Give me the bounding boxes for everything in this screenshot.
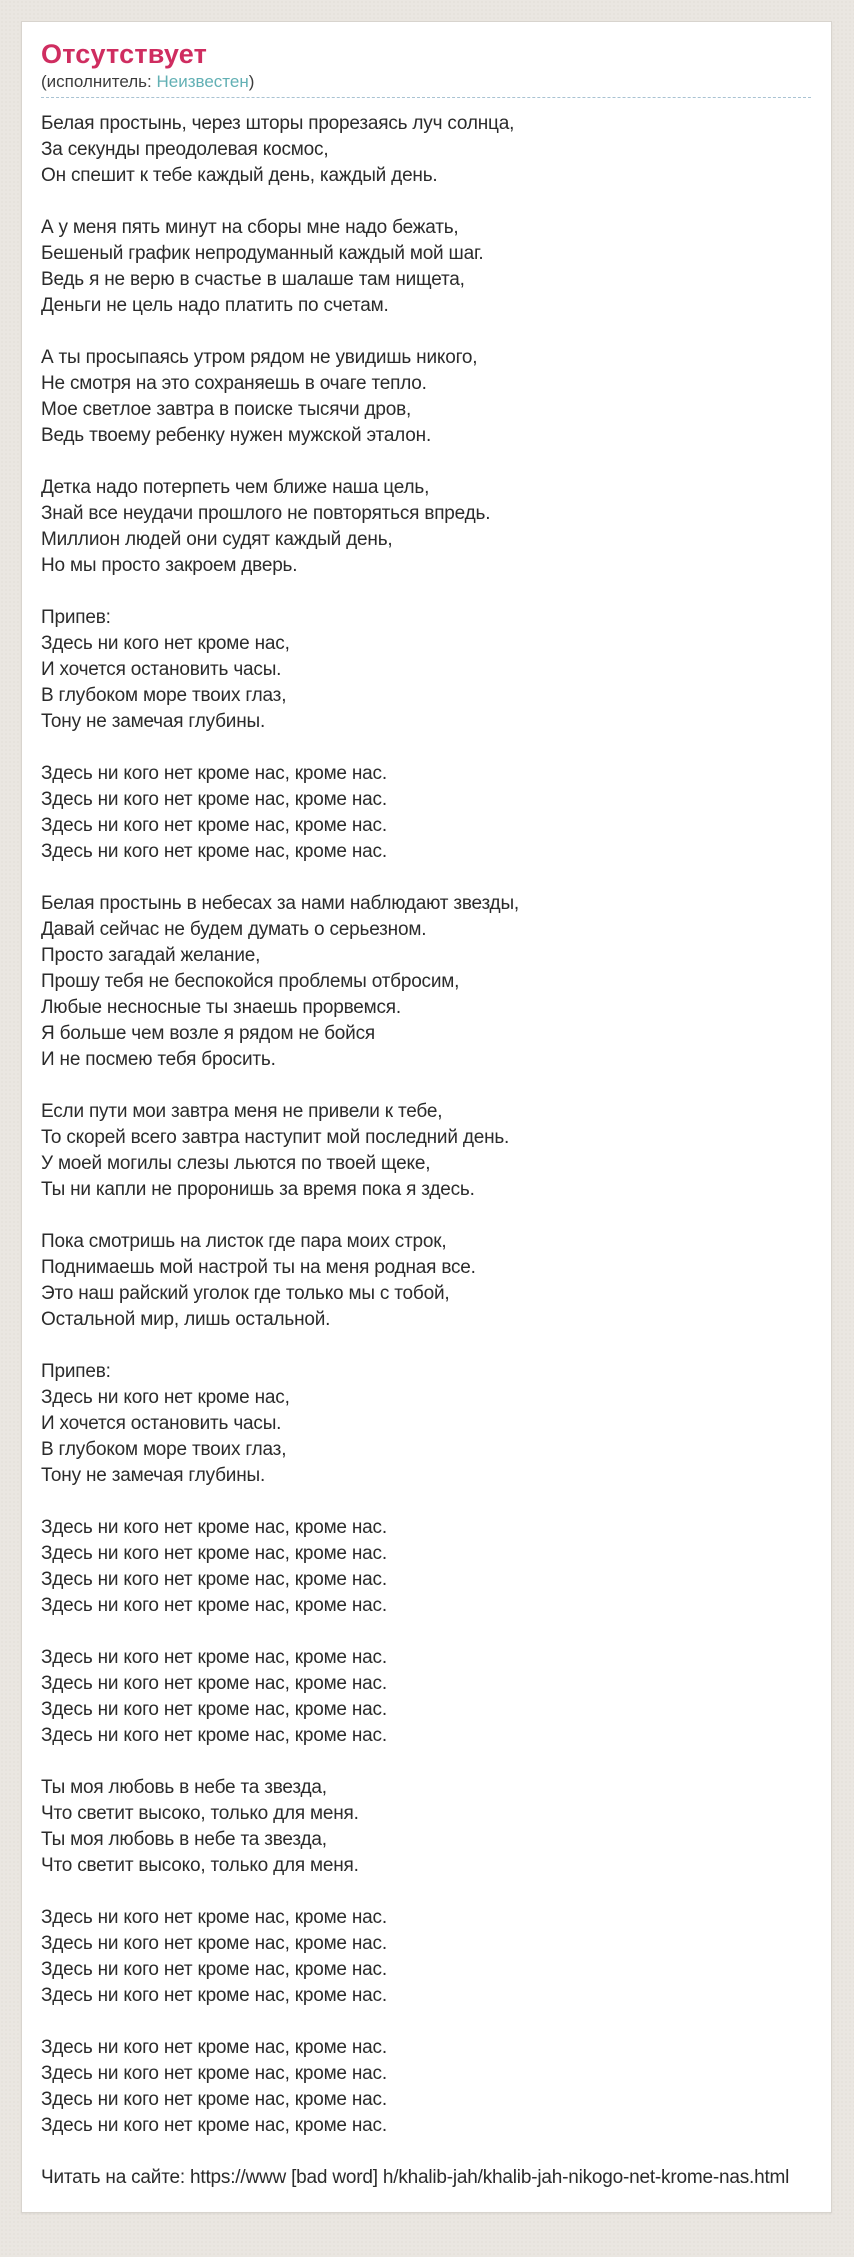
lyrics-stanza: Припев: Здесь ни кого нет кроме нас, И хочется остановить часы. В глубоком море твоих глаз, Тону не замечая глубины. [41, 607, 290, 732]
artist-label: (исполнитель: [41, 72, 152, 91]
lyrics-stanza: Белая простынь в небесах за нами наблюдают звезды, Давай сейчас не будем думать о серьезном. Просто загадай желание, Прошу тебя не беспокойся проблемы отбросим, Любые несносные ты знаешь прорвемся. Я больше чем возле я рядом не бойся И не посмею тебя бросить. [41, 893, 519, 1070]
lyrics-stanza: Если пути мои завтра меня не привели к тебе, То скорей всего завтра наступит мой последний день. У моей могилы слезы льются по твоей щеке, Ты ни капли не проронишь за время пока я здесь. [41, 1101, 510, 1200]
lyrics-stanza: Здесь ни кого нет кроме нас, кроме нас. Здесь ни кого нет кроме нас, кроме нас. Здесь ни кого нет кроме нас, кроме нас. Здесь ни кого нет кроме нас, кроме нас. [41, 1907, 387, 2006]
lyrics-stanza: Здесь ни кого нет кроме нас, кроме нас. Здесь ни кого нет кроме нас, кроме нас. Здесь ни кого нет кроме нас, кроме нас. Здесь ни кого нет кроме нас, кроме нас. [41, 1647, 387, 1746]
header-divider [41, 97, 811, 98]
lyrics-stanza: Здесь ни кого нет кроме нас, кроме нас. Здесь ни кого нет кроме нас, кроме нас. Здесь ни кого нет кроме нас, кроме нас. Здесь ни кого нет кроме нас, кроме нас. [41, 2037, 387, 2136]
lyrics-stanza: Припев: Здесь ни кого нет кроме нас, И хочется остановить часы. В глубоком море твоих глаз, Тону не замечая глубины. [41, 1361, 290, 1486]
lyrics-stanza: Ты моя любовь в небе та звезда, Что светит высоко, только для меня. Ты моя любовь в небе та звезда, Что светит высоко, только для меня. [41, 1777, 359, 1876]
lyrics-stanza: Здесь ни кого нет кроме нас, кроме нас. Здесь ни кого нет кроме нас, кроме нас. Здесь ни кого нет кроме нас, кроме нас. Здесь ни кого нет кроме нас, кроме нас. [41, 1517, 387, 1616]
lyrics-stanza: Здесь ни кого нет кроме нас, кроме нас. Здесь ни кого нет кроме нас, кроме нас. Здесь ни кого нет кроме нас, кроме нас. Здесь ни кого нет кроме нас, кроме нас. [41, 763, 387, 862]
artist-link[interactable]: Неизвестен [156, 72, 249, 91]
read-on-site-line: Читать на сайте: https://www [bad word] h/khalib-jah/khalib-jah-nikogo-net-krome-nas.html [41, 2167, 790, 2188]
lyrics-stanza: Белая простынь, через шторы прорезаясь луч солнца, За секунды преодолевая космос, Он спешит к тебе каждый день, каждый день. [41, 113, 515, 186]
lyrics-stanza: А ты просыпаясь утром рядом не увидишь никого, Не смотря на это сохраняешь в очаге тепло. Мое светлое завтра в поиске тысячи дров, Ведь твоему ребенку нужен мужской эталон. [41, 347, 478, 446]
lyrics-stanza: Детка надо потерпеть чем ближе наша цель, Знай все неудачи прошлого не повторяться впредь. Миллион людей они судят каждый день, Но мы просто закроем дверь. [41, 477, 491, 576]
lyrics-stanza: А у меня пять минут на сборы мне надо бежать, Бешеный график непродуманный каждый мой шаг. Ведь я не верю в счастье в шалаше там нищета, Деньги не цель надо платить по счетам. [41, 217, 484, 316]
lyrics-stanza: Пока смотришь на листок где пара моих строк, Поднимаешь мой настрой ты на меня родная все. Это наш райский уголок где только мы с тобой, Остальной мир, лишь остальной. [41, 1231, 476, 1330]
artist-close-paren: ) [248, 72, 255, 91]
lyrics-card [21, 21, 832, 2213]
lyrics-text [41, 111, 811, 2139]
artist-line [41, 72, 811, 92]
song-title: Отсутствует [41, 39, 208, 69]
